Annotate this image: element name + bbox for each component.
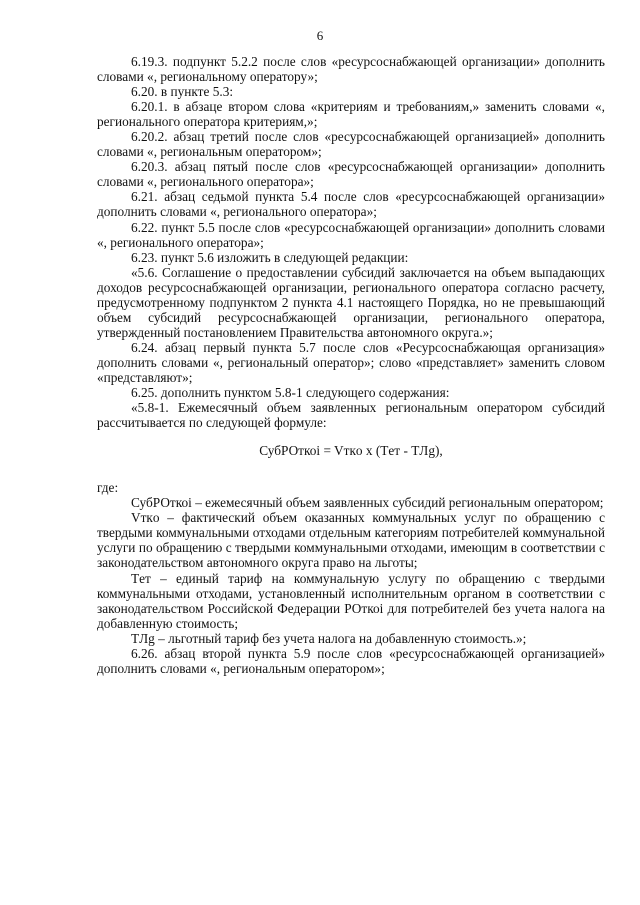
paragraph-6-25: 6.25. дополнить пунктом 5.8-1 следующего содержания: bbox=[131, 385, 450, 401]
paragraph-6-26: 6.26. абзац второй пункта 5.9 после слов «ресурсоснабжающей организацией» дополнить словами «, региональным оператором»; bbox=[97, 645, 605, 676]
where-label: где: bbox=[97, 480, 119, 496]
definition-subroткoi: СубРОткоi – ежемесячный объем заявленных субсидий региональным оператором; bbox=[131, 495, 604, 511]
paragraph-6-22: 6.22. пункт 5.5 после слов «ресурсоснабжающей организации» дополнить словами «, регионального оператора»; bbox=[97, 219, 605, 250]
paragraph-6-20: 6.20. в пункте 5.3: bbox=[131, 84, 234, 100]
paragraph-6-23: 6.23. пункт 5.6 изложить в следующей редакции: bbox=[131, 249, 409, 265]
definition-tlg: TЛg – льготный тариф без учета налога на добавленную стоимость.»; bbox=[131, 630, 527, 646]
document-body bbox=[97, 54, 605, 676]
definition-tet: Tет – единый тариф на коммунальную услугу по обращению с твердыми коммунальными отходами, установленный исполнительным органом в соответствии с законодательством Российской Федерации РОткоi для потребителей без учета налога на добавленную стоимость; bbox=[97, 570, 605, 631]
paragraph-6-24: 6.24. абзац первый пункта 5.7 после слов «Ресурсоснабжающая организация» дополнить словами «, региональный оператор»; слово «представляет» заменить словом «представляют»; bbox=[97, 339, 605, 385]
formula: СубРОткоi = Vткo x (Tет - TЛg), bbox=[259, 443, 443, 459]
paragraph-6-20-2: 6.20.2. абзац третий после слов «ресурсоснабжающей организацией» дополнить словами «, региональным оператором»; bbox=[97, 129, 605, 160]
paragraph-5-8-1-text: «5.8-1. Ежемесячный объем заявленных региональным оператором субсидий рассчитывается по следующей формуле: bbox=[97, 400, 605, 431]
paragraph-6-19-3: 6.19.3. подпункт 5.2.2 после слов «ресурсоснабжающей организации» дополнить словами «, региональному оператору»; bbox=[97, 54, 605, 85]
page-number: 6 bbox=[316, 28, 324, 43]
paragraph-6-20-3: 6.20.3. абзац пятый после слов «ресурсоснабжающей организации» дополнить словами «, регионального оператора»; bbox=[97, 159, 605, 190]
paragraph-6-20-1: 6.20.1. в абзаце втором слова «критериям и требованиям,» заменить словами «, регионального оператора критериям,»; bbox=[97, 99, 605, 130]
paragraph-5-6-text: «5.6. Соглашение о предоставлении субсидий заключается на объем выпадающих доходов ресурсоснабжающей организации, регионального оператора согласно расчету, предусмотренному подпунктом 2 пункта 4.1 настоящего Порядка, но не превышающий объем субсидий ресурсоснабжающей организации, регионального оператора, утвержденный постановлением Правительства автономного округа.»; bbox=[97, 264, 605, 340]
definition-vtko: Vткo – фактический объем оказанных коммунальных услуг по обращению с твердыми коммунальными отходами отдельным категориям потребителей коммунальной услуги по обращению с твердыми коммунальными отходами, имеющим в соответствии с законодательством автономного округа право на льготы; bbox=[97, 510, 605, 571]
paragraph-6-21: 6.21. абзац седьмой пункта 5.4 после слов «ресурсоснабжающей организации» дополнить словами «, регионального оператора»; bbox=[97, 189, 605, 220]
